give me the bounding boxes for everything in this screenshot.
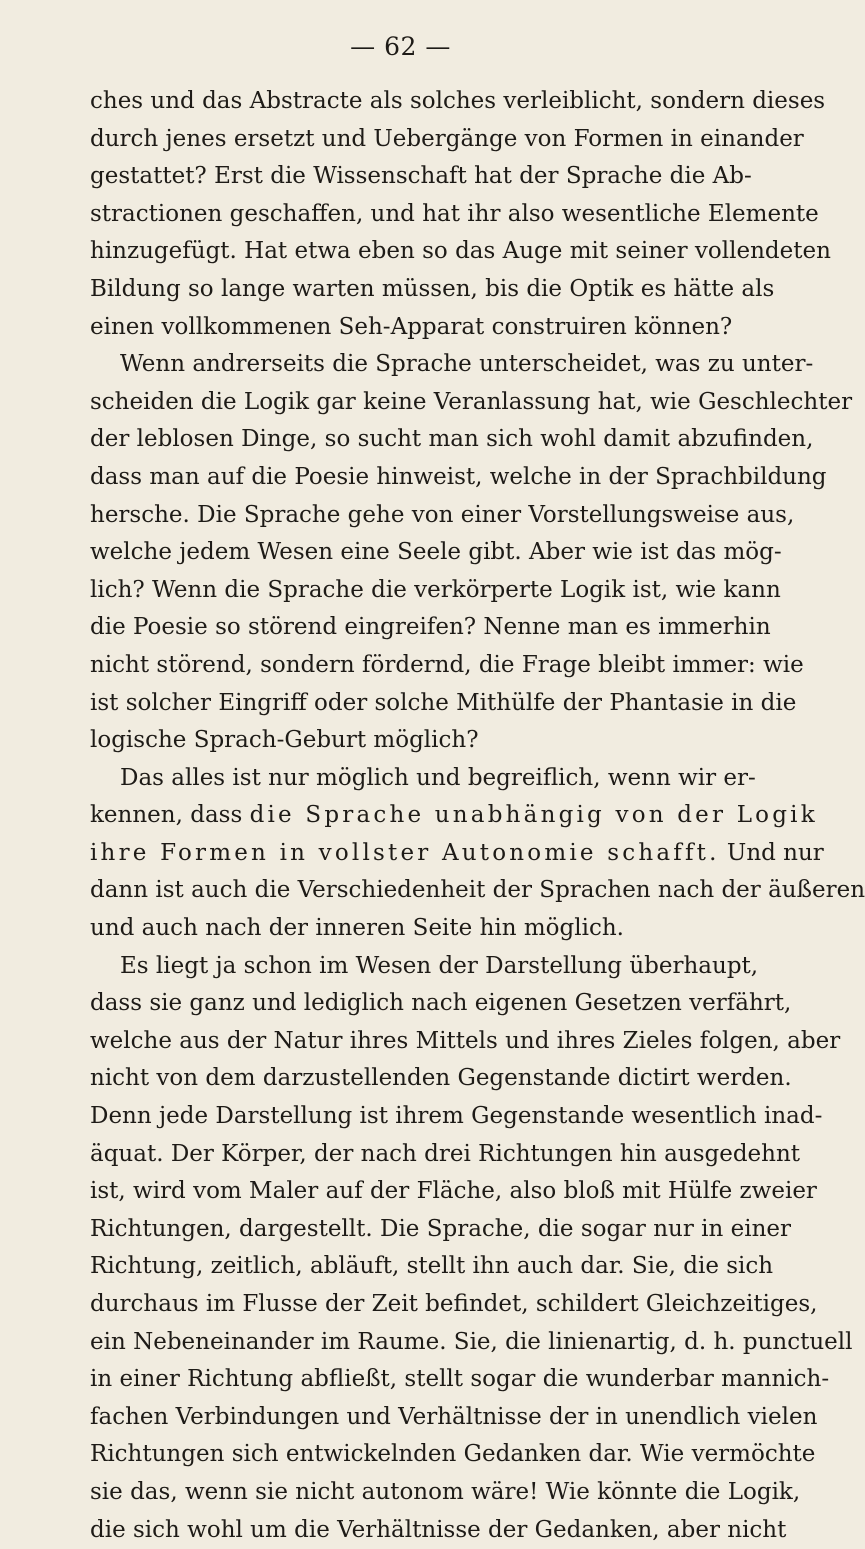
spaced-emphasis: ihre Formen in vollster Autonomie schafft. xyxy=(90,839,720,866)
text-line: hersche. Die Sprache gehe von einer Vorstellungsweise aus, xyxy=(90,501,795,528)
page-number: — 62 — xyxy=(350,32,451,61)
text-line: die Poesie so störend eingreifen? Nenne man es immerhin xyxy=(90,614,771,641)
text-segment: Und nur xyxy=(719,839,824,866)
text-line: scheiden die Logik gar keine Veranlassung hat, wie Geschlechter xyxy=(90,388,853,415)
text-line: stractionen geschaffen, und hat ihr also wesentliche Elemente xyxy=(90,200,819,227)
text-line: ches und das Abstracte als solches verleiblicht, sondern dieses xyxy=(90,88,826,114)
text-line: in einer Richtung abfließt, stellt sogar die wunderbar mannich- xyxy=(90,1366,830,1393)
text-line: dass sie ganz und lediglich nach eigenen Gesetzen verfährt, xyxy=(90,990,792,1017)
text-line: sie das, wenn sie nicht autonom wäre! Wie könnte die Logik, xyxy=(90,1478,801,1505)
text-line: Richtung, zeitlich, abläuft, stellt ihn auch dar. Sie, die sich xyxy=(90,1253,774,1280)
text-line: durch jenes ersetzt und Uebergänge von Formen in einander xyxy=(90,125,804,152)
text-line: Denn jede Darstellung ist ihrem Gegenstande wesentlich inad- xyxy=(90,1103,823,1130)
text-line: dann ist auch die Verschiedenheit der Sprachen nach der äußeren xyxy=(90,877,865,904)
text-line-emphasis xyxy=(90,797,818,835)
text-line: und auch nach der inneren Seite hin möglich. xyxy=(90,915,624,942)
paragraph-start: Es liegt ja schon im Wesen der Darstellung überhaupt, xyxy=(120,952,759,979)
paragraph-start: Wenn andrerseits die Sprache unterscheidet, was zu unter- xyxy=(120,351,814,378)
text-line: ist solcher Eingriff oder solche Mithülfe der Phantasie in die xyxy=(90,689,797,716)
text-line: welche aus der Natur ihres Mittels und ihres Zieles folgen, aber xyxy=(90,1027,841,1054)
text-line: Bildung so lange warten müssen, bis die Optik es hätte als xyxy=(90,275,775,302)
text-line: Richtungen sich entwickelnden Gedanken dar. Wie vermöchte xyxy=(90,1441,816,1468)
text-line: lich? Wenn die Sprache die verkörperte Logik ist, wie kann xyxy=(90,576,781,603)
body-text xyxy=(90,83,865,1549)
text-line: logische Sprach-Geburt möglich? xyxy=(90,727,479,754)
text-line: gestattet? Erst die Wissenschaft hat der Sprache die Ab- xyxy=(90,163,752,190)
spaced-emphasis: die Sprache unabhängig von der Logik xyxy=(249,802,818,829)
text-line: Richtungen, dargestellt. Die Sprache, die sogar nur in einer xyxy=(90,1215,792,1242)
text-line: fachen Verbindungen und Verhältnisse der in unendlich vielen xyxy=(90,1403,818,1430)
paragraph-start: Das alles ist nur möglich und begreiflich, wenn wir er- xyxy=(120,764,756,791)
text-line: ein Nebeneinander im Raume. Sie, die linienartig, d. h. punctuell xyxy=(90,1328,853,1355)
text-line: welche jedem Wesen eine Seele gibt. Aber wie ist das mög- xyxy=(90,539,782,566)
text-line: äquat. Der Körper, der nach drei Richtungen hin ausgedehnt xyxy=(90,1140,801,1167)
text-line: ist, wird vom Maler auf der Fläche, also bloß mit Hülfe zweier xyxy=(90,1178,817,1205)
text-line: nicht störend, sondern fördernd, die Frage bleibt immer: wie xyxy=(90,651,804,678)
text-line: dass man auf die Poesie hinweist, welche in der Sprachbildung xyxy=(90,463,827,490)
text-line: der leblosen Dinge, so sucht man sich wohl damit abzufinden, xyxy=(90,426,814,453)
text-line: nicht von dem darzustellenden Gegenstande dictirt werden. xyxy=(90,1065,792,1092)
text-line: einen vollkommenen Seh-Apparat construiren können? xyxy=(90,313,733,340)
text-line: die sich wohl um die Verhältnisse der Gedanken, aber nicht xyxy=(90,1516,787,1543)
text-line: durchaus im Flusse der Zeit befindet, schildert Gleichzeitiges, xyxy=(90,1291,818,1317)
text-line-emphasis xyxy=(90,835,824,873)
text-segment: kennen, dass xyxy=(90,802,250,829)
text-line: hinzugefügt. Hat etwa eben so das Auge mit seiner vollendeten xyxy=(90,238,831,265)
